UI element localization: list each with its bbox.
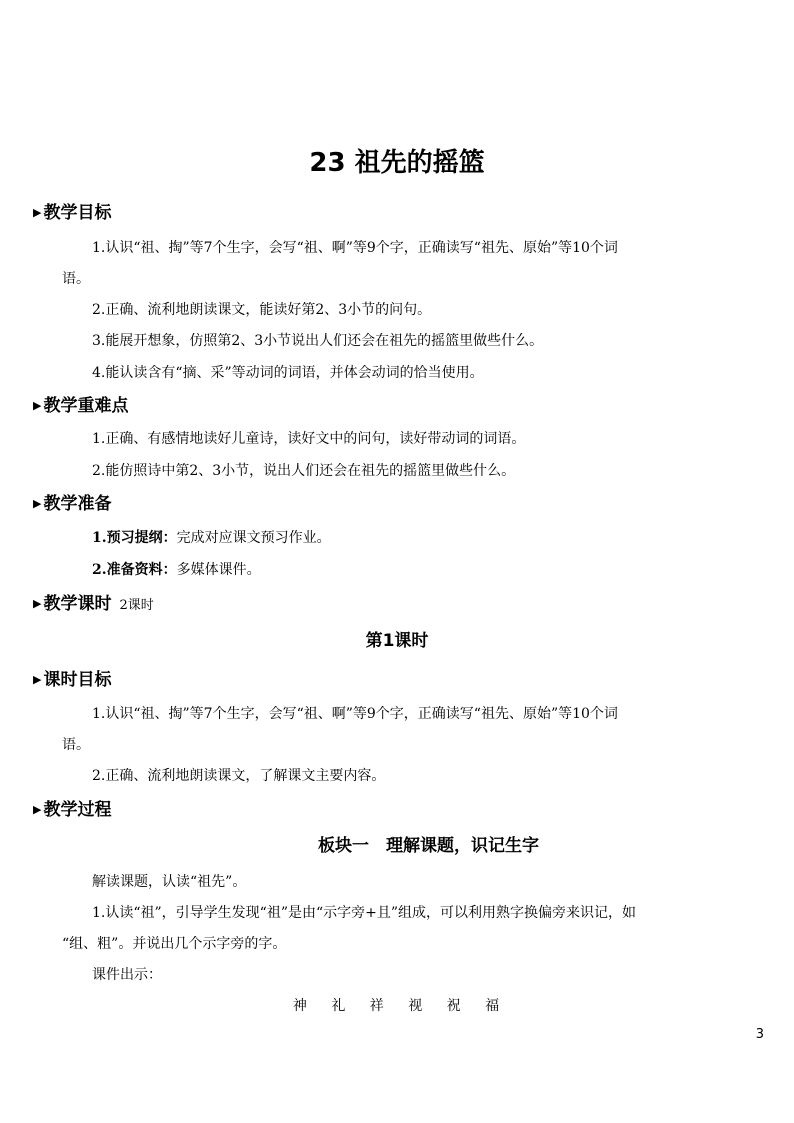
section-heading-lesson-goals-label: 课时目标 [43, 670, 112, 690]
example-characters [0, 995, 794, 1017]
preparation-2-text: 多媒体课件。 [176, 562, 261, 578]
section-heading-goals-label: 教学目标 [43, 203, 112, 223]
section-heading-preparation-label: 教学准备 [43, 494, 112, 514]
lesson-heading: 第1课时 [365, 631, 429, 651]
difficulty-1: 1.正确、有感情地读好儿童诗，读好文中的问句，读好带动词的词语。 [92, 431, 526, 447]
goal-2: 2.正确、流利地朗读课文，能读好第2、3小节的问句。 [92, 302, 432, 318]
triangle-bullet-icon: ▶ [33, 673, 42, 686]
example-character: 视 [408, 998, 425, 1014]
page-number: 3 [755, 1027, 764, 1042]
process-show: 课件出示： [92, 967, 162, 983]
preparation-1-label: 1.预习提纲： [92, 530, 177, 546]
lesson-goal-1-line-2: 语。 [62, 737, 90, 753]
triangle-bullet-icon: ▶ [33, 206, 42, 219]
section-heading-difficulties [33, 394, 128, 418]
example-character: 礼 [331, 998, 348, 1014]
triangle-bullet-icon: ▶ [33, 497, 42, 510]
section-heading-difficulties-label: 教学重难点 [43, 396, 129, 416]
section-heading-lesson-goals [33, 668, 111, 692]
goal-4: 4.能认读含有“摘、采”等动词的词语，并体会动词的恰当使用。 [92, 365, 484, 381]
lesson-goal-1-line-1: 1.认识“祖、掏”等7个生字，会写“祖、啊”等9个字，正确读写“祖先、原始”等10个词 [92, 706, 618, 722]
preparation-1-text: 完成对应课文预习作业。 [176, 530, 331, 546]
block-title: 板块一 理解课题，识记生字 [318, 836, 539, 856]
triangle-bullet-icon: ▶ [33, 399, 42, 412]
example-character: 福 [485, 998, 502, 1014]
example-character: 祥 [369, 998, 386, 1014]
process-step-1-line-2: “组、粗”。并说出几个示字旁的字。 [62, 936, 287, 952]
preparation-2-label: 2.准备资料： [92, 562, 177, 578]
example-character: 神 [292, 998, 309, 1014]
process-step-1-line-1: 1.认读“祖”，引导学生发现“祖”是由“示字旁+且”组成，可以利用熟字换偏旁来识记，如 [92, 905, 637, 921]
hours-value: 2课时 [119, 598, 154, 613]
section-heading-process-label: 教学过程 [43, 800, 112, 820]
section-heading-process [33, 798, 111, 822]
triangle-bullet-icon: ▶ [33, 803, 42, 816]
process-intro: 解读课题，认读“祖先”。 [92, 874, 247, 890]
section-heading-goals [33, 201, 111, 225]
section-heading-hours-label: 教学课时 [43, 594, 112, 614]
triangle-bullet-icon: ▶ [33, 597, 42, 610]
section-heading-preparation [33, 492, 111, 516]
page-title: 23 祖先的摇篮 [309, 148, 485, 178]
section-heading-hours [33, 592, 154, 618]
preparation-1 [92, 527, 331, 549]
example-character: 祝 [446, 998, 463, 1014]
goal-1-line-1: 1.认识“祖、掏”等7个生字，会写“祖、啊”等9个字，正确读写“祖先、原始”等10个词 [92, 240, 618, 256]
goal-3: 3.能展开想象，仿照第2、3小节说出人们还会在祖先的摇篮里做些什么。 [92, 333, 544, 349]
goal-1-line-2: 语。 [62, 271, 90, 287]
lesson-goal-2: 2.正确、流利地朗读课文，了解课文主要内容。 [92, 768, 386, 784]
preparation-2 [92, 559, 261, 581]
difficulty-2: 2.能仿照诗中第2、3小节，说出人们还会在祖先的摇篮里做些什么。 [92, 463, 516, 479]
